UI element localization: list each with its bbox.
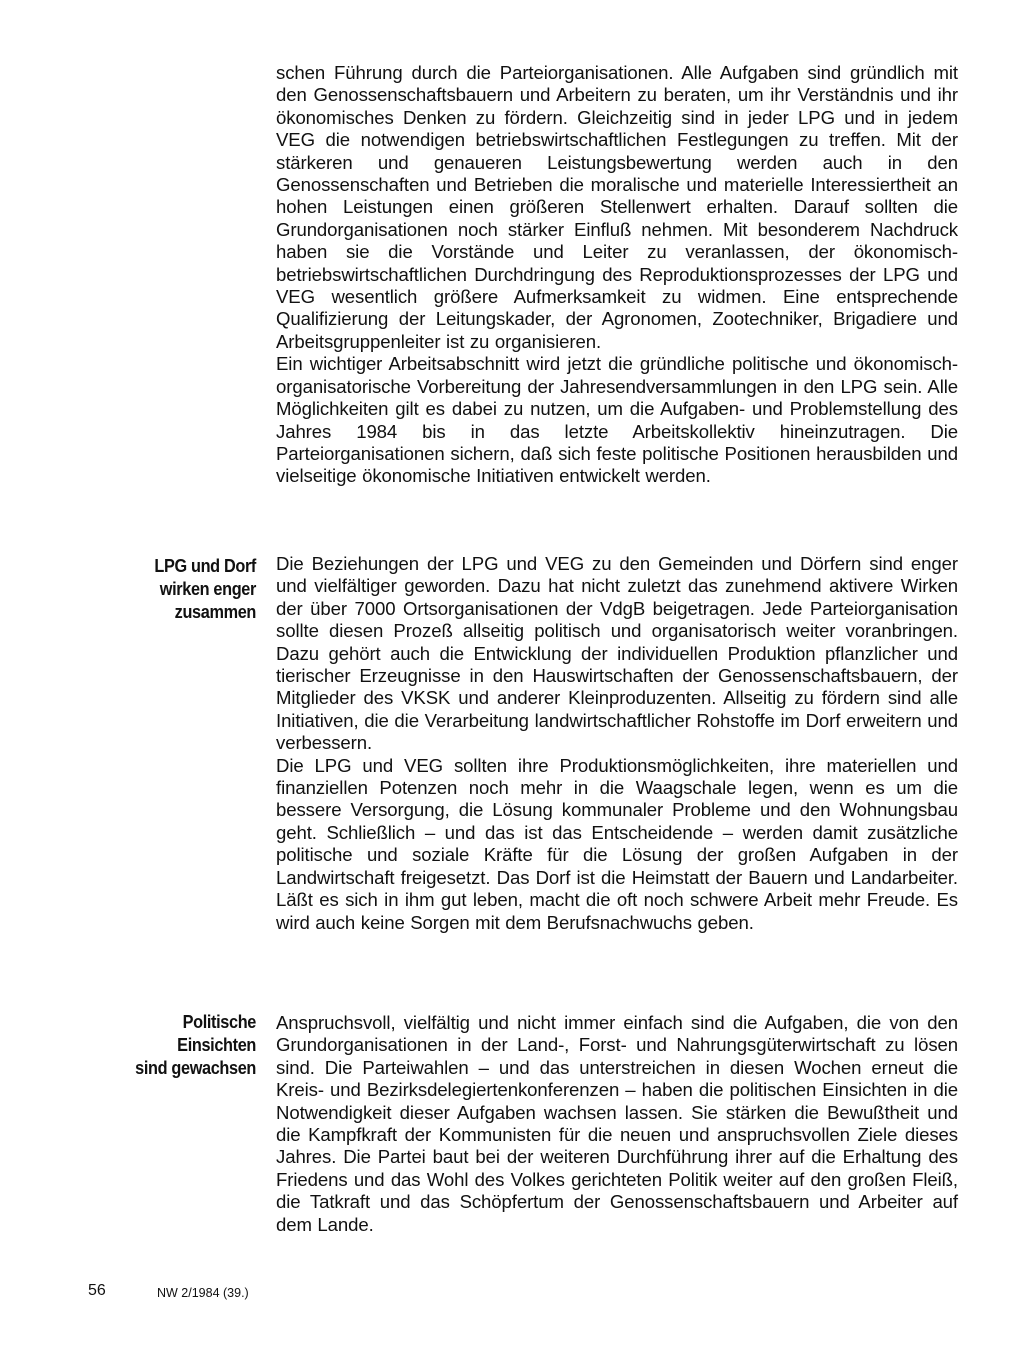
marginal-heading-politische-einsichten	[106, 1010, 256, 1079]
body-paragraph: Die LPG und VEG sollten ihre Produktionsmöglichkeiten, ihre materiellen und finanziellen Potenzen noch mehr in die Waagschale legen, wenn es um die bessere Versorgung, die Lösung kommunaler Probleme und den Wohnungsbau geht. Schließlich – und das ist das Entscheidende – werden damit zusätzliche politische und soziale Kräfte für die Lösung der großen Aufgaben in der Landwirtschaft freigesetzt. Das Dorf ist die Heimstatt der Bauern und Landarbeiter. Läßt es sich in ihm gut leben, macht die oft noch schwere Arbeit mehr Freude. Es wird auch keine Sorgen mit dem Berufsnachwuchs geben.	[276, 754, 958, 933]
marginal-heading-line: LPG und Dorf	[154, 555, 256, 576]
body-paragraph: Anspruchsvoll, vielfältig und nicht immer einfach sind die Aufgaben, die von den Grundorganisationen in der Land-, Forst- und Nahrungsgüterwirtschaft zu lösen sind. Die Parteiwahlen – und das unterstreichen in diesen Wochen erneut die Kreis- und Bezirksdelegiertenkonferenzen – haben die politischen Einsichten in die Notwendigkeit dieser Aufgaben wachsen lassen. Sie stärken die Bewußtheit und die Kampfkraft der Kommunisten für die neuen und anspruchsvollen Ziele dieses Jahres. Die Partei baut bei der weiteren Durchführung ihrer auf die Erhaltung des Friedens und das Wohl des Volkes gerichteten Politik weiter auf den großen Fleiß, die Tatkraft und das Schöpfertum der Genossenschaftsbauern und Arbeiter auf dem Lande.	[276, 1012, 958, 1235]
section-3-body	[276, 1012, 958, 1236]
marginal-heading-line: zusammen	[174, 601, 256, 622]
body-paragraph: Ein wichtiger Arbeitsabschnitt wird jetzt die gründliche politische und ökonomisch-organisatorische Vorbereitung der Jahresendversammlungen in den LPG sein. Alle Möglichkeiten gilt es dabei zu nutzen, um die Aufgaben- und Problemstellung des Jahres 1984 bis in das letzte Arbeitskollektiv hineinzutragen. Die Parteiorganisationen sichern, daß sich feste politische Positionen herausbilden und vielseitige ökonomische Initiativen entwickelt werden.	[276, 353, 958, 487]
section-1-body	[276, 62, 958, 488]
marginal-heading-line: Politische	[182, 1011, 256, 1032]
marginal-heading-lpg-und-dorf	[106, 554, 256, 623]
section-2-body	[276, 553, 958, 934]
page-number: 56	[88, 1282, 106, 1299]
body-paragraph: Die Beziehungen der LPG und VEG zu den Gemeinden und Dörfern sind enger und vielfältiger geworden. Dazu hat nicht zuletzt das zunehmend aktivere Wirken der über 7000 Ortsorganisationen der VdgB beigetragen. Jede Parteiorganisation sollte diesen Prozeß allseitig politisch und organisatorisch weiter voranbringen. Dazu gehört auch die Entwicklung der individuellen Produktion pflanzlicher und tierischer Erzeugnisse in den Hauswirtschaften der Genossenschaftsbauern, der Mitglieder des VKSK und anderer Kleinproduzenten. Allseitig zu fördern sind alle Initiativen, die die Verarbeitung landwirtschaftlicher Rohstoffe im Dorf erweitern und verbessern.	[276, 553, 958, 754]
marginal-heading-line: sind gewachsen	[135, 1057, 256, 1078]
journal-reference: NW 2/1984 (39.)	[157, 1286, 249, 1300]
marginal-heading-line: Einsichten	[177, 1034, 256, 1055]
body-paragraph: schen Führung durch die Parteiorganisationen. Alle Aufgaben sind gründlich mit den Genossenschaftsbauern und Arbeitern zu beraten, um ihr Verständnis und ihr ökonomisches Denken zu fördern. Gleichzeitig sind in jeder LPG und in jedem VEG die notwendigen betriebswirtschaftlichen Festlegungen zu treffen. Mit der stärkeren und genaueren Leistungsbewertung werden auch in den Genossenschaften und Betrieben die moralische und materielle Interessiertheit an hohen Leistungen einen größeren Stellenwert erhalten. Darauf sollten die Grundorganisationen noch stärker Einfluß nehmen. Mit besonderem Nachdruck haben sie die Vorstände und Leiter zu veranlassen, der ökonomisch-betriebswirtschaftlichen Durchdringung des Reproduktionsprozesses der LPG und VEG wesentlich größere Aufmerksamkeit zu widmen. Eine entsprechende Qualifizierung der Leitungskader, der Agronomen, Zootechniker, Brigadiere und Arbeitsgruppenleiter ist zu organisieren.	[276, 62, 958, 352]
marginal-heading-line: wirken enger	[159, 578, 256, 599]
